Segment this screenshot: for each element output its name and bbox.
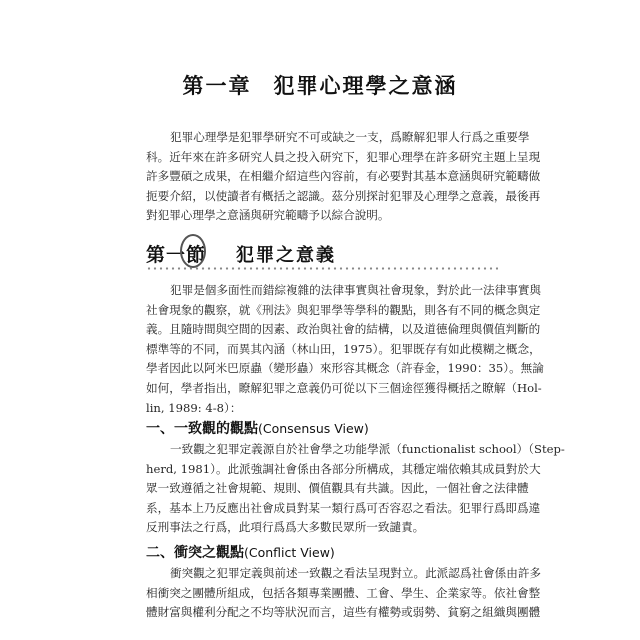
section-paragraph — [146, 281, 544, 418]
text-line: 犯罪心理學是犯罪學研究不可或缺之一支，爲瞭解犯罪人行爲之重要學 — [170, 130, 530, 144]
subsection-heading-conflict — [146, 542, 498, 562]
subsection-title-en: (Conflict View) — [244, 545, 335, 560]
text-line: 犯罪是個多面性而錯綜複雜的法律事實與社會現象，對於此一法律事實與 — [170, 283, 542, 297]
chapter-name: 犯罪心理學之意涵 — [273, 74, 458, 98]
text-line: 社會現象的觀察，就《刑法》與犯罪學等學科的觀點，則各有不同的概念與定 — [146, 302, 541, 317]
ring-ornament — [180, 234, 206, 268]
section-label-text: 第一節 — [146, 244, 207, 266]
text-line: 衝突觀之犯罪定義與前述一致觀之看法呈現對立。此派認爲社會係由許多 — [170, 566, 542, 580]
text-line: lin, 1989: 4-8）： — [146, 400, 242, 415]
subsection-heading-consensus — [146, 418, 498, 438]
text-line: 標準等的不同，而異其內涵（林山田，1975）。犯罪既存有如此模糊之概念， — [146, 341, 541, 356]
text-line: 許多豐碩之成果，在相繼介紹這些內容前，有必要對其基本意涵與研究範疇做 — [146, 169, 541, 184]
chapter-title — [0, 70, 640, 100]
subsection-title: 一、一致觀的觀點 — [146, 421, 258, 437]
text-line: 相衝突之團體所組成，包括各類專業團體、工會、學生、企業家等。依社會整 — [146, 585, 541, 600]
section-label — [146, 240, 206, 267]
text-line: herd, 1981）。此派強調社會係由各部分所構成，其穩定端依賴其成員對於大 — [146, 461, 541, 476]
text-line: 學者因此以阿米巴原蟲（變形蟲）來形容其概念（許春金，1990：35）。無論 — [146, 361, 544, 376]
subsection-title-en: (Consensus View) — [258, 421, 369, 436]
text-line: 如何，學者指出，瞭解犯罪之意義仍可從以下三個途徑獲得概括之瞭解（Hol- — [146, 380, 542, 395]
text-line: 反刑事法之行爲，此項行爲爲大多數民眾所一致譴責。 — [146, 520, 425, 535]
conflict-paragraph — [146, 564, 542, 623]
text-line: 體財富與權利分配之不均等狀況而言，這些有權勢或弱勢、貧窮之組織與團體 — [146, 605, 541, 620]
text-line: 扼要介紹，以使讀者有概括之認識。茲分別探討犯罪及心理學之意義，最後再 — [146, 188, 541, 203]
subsection-title: 二、衝突之觀點 — [146, 545, 244, 561]
text-line: 義。且隨時間與空間的因素、政治與社會的結構，以及道德倫理與價值判斷的 — [146, 322, 541, 337]
text-line: 系，基本上乃反應出社會成員對某一類行爲可否容忍之看法。犯罪行爲即爲違 — [146, 500, 541, 515]
text-line: 科。近年來在許多研究人員之投入研究下，犯罪心理學在許多研究主題上呈現 — [146, 149, 541, 164]
text-line: 對犯罪心理學之意涵與研究範疇予以綜合說明。 — [146, 208, 390, 223]
dotted-rule — [146, 267, 498, 270]
chapter-label: 第一章 — [182, 74, 252, 98]
text-line: 眾一致遵循之社會規範、規則、價值觀具有共識。因此，一個社會之法律體 — [146, 481, 529, 496]
consensus-paragraph — [146, 440, 565, 538]
section-heading — [146, 240, 498, 268]
intro-paragraph — [146, 128, 541, 226]
section-title: 犯罪之意義 — [236, 245, 336, 266]
text-line: 一致觀之犯罪定義源自於社會學之功能學派（functionalist school）（Step- — [170, 442, 565, 456]
